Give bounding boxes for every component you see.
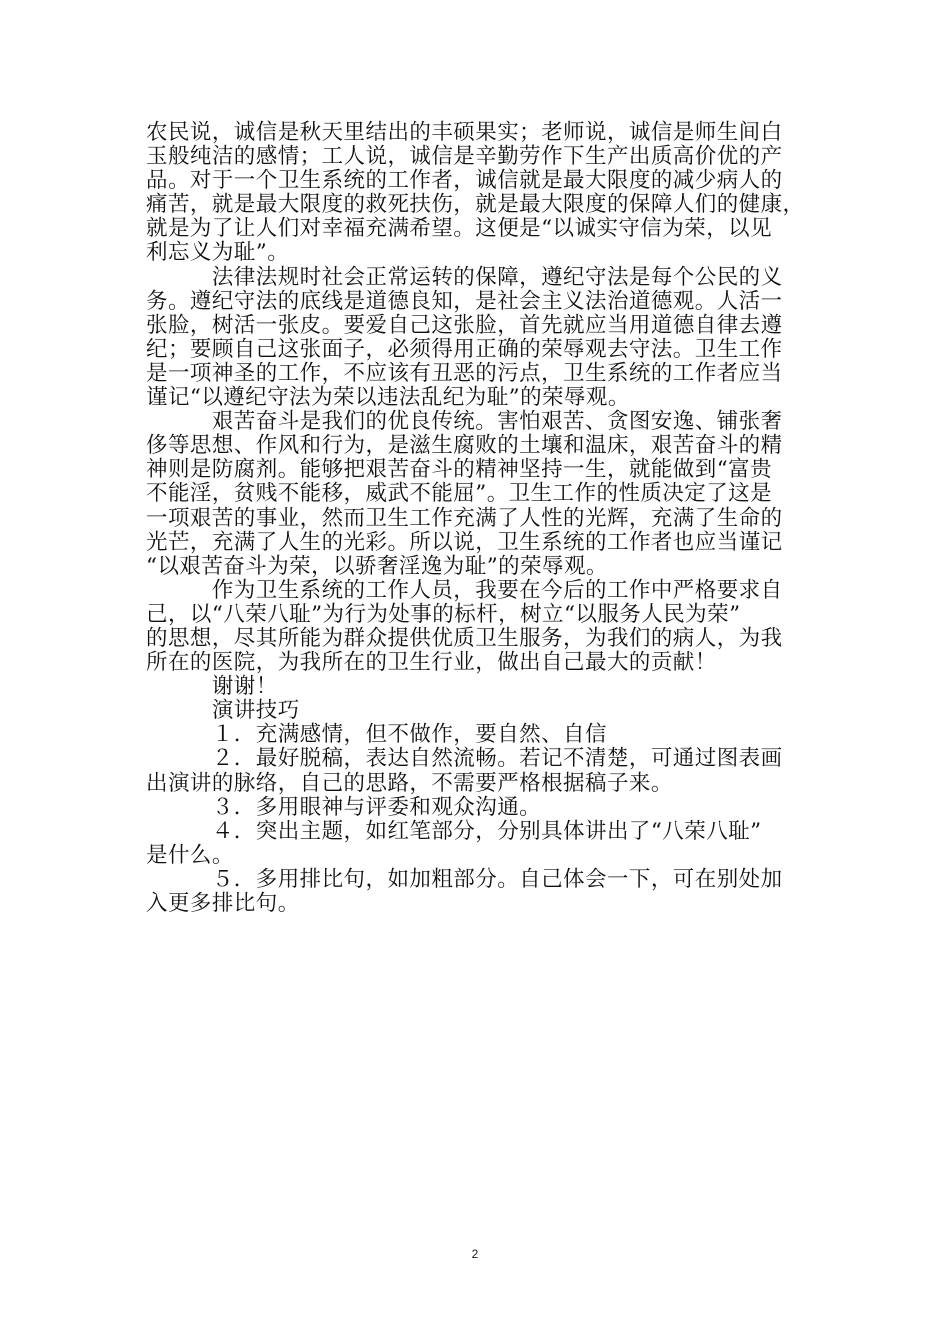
- text-line: 艰苦奋斗是我们的优良传统。害怕艰苦、贪图安逸、铺张奢: [146, 409, 783, 435]
- text-line: 一项艰苦的事业，然而卫生工作充满了人性的光辉，充满了生命的: [146, 505, 783, 531]
- text-line: 张脸，树活一张皮。要爱自己这张脸，首先就应当用道德自律去遵: [146, 312, 783, 338]
- text-line: 痛苦，就是最大限度的救死扶伤，就是最大限度的保障人们的健康，: [146, 192, 805, 218]
- text-line: 是一项神圣的工作，不应该有丑恶的污点，卫生系统的工作者应当: [146, 360, 783, 386]
- text-line: 入更多排比句。: [146, 891, 300, 916]
- text-line: １．充满感情，但不做作，要自然、自信: [146, 722, 607, 748]
- text-line: 利忘义为耻”。: [146, 240, 290, 266]
- text-line: ４．突出主题，如红笔部分，分别具体讲出了“八荣八耻”: [146, 818, 762, 844]
- text-line: 侈等思想、作风和行为，是滋生腐败的土壤和温床，艰苦奋斗的精: [146, 433, 783, 459]
- text-line: “以艰苦奋斗为荣，以骄奢淫逸为耻”的荣辱观。: [146, 553, 608, 579]
- page-number: 2: [471, 1247, 479, 1261]
- text-line: 出演讲的脉络，自己的思路，不需要严格根据稿子来。: [146, 770, 673, 796]
- text-line: 演讲技巧: [146, 698, 300, 724]
- text-line: 务。遵纪守法的底线是道德良知，是社会主义法治道德观。人活一: [146, 288, 783, 314]
- text-line: 的思想，尽其所能为群众提供优质卫生服务，为我们的病人，为我: [146, 625, 783, 651]
- text-line: 法律法规时社会正常运转的保障，遵纪守法是每个公民的义: [146, 264, 783, 290]
- text-line: 是什么。: [146, 842, 234, 868]
- text-line: 所在的医院，为我所在的卫生行业，做出自己最大的贡献！: [146, 650, 717, 676]
- text-line: 己，以“八荣八耻”为行为处事的标杆，树立“以服务人民为荣”: [146, 601, 741, 627]
- text-line: 玉般纯洁的感情；工人说，诚信是辛勤劳作下生产出质高价优的产: [146, 144, 783, 170]
- document-body: [146, 121, 810, 916]
- text-line: 谢谢！: [146, 674, 278, 700]
- text-line: ５．多用排比句，如加粗部分。自己体会一下，可在别处加: [146, 866, 783, 892]
- text-line: 神则是防腐剂。能够把艰苦奋斗的精神坚持一生，就能做到“富贵: [146, 457, 773, 483]
- text-line: 谨记“以遵纪守法为荣以违法乱纪为耻”的荣辱观。: [146, 385, 630, 411]
- text-line: 光芒，充满了人生的光彩。所以说，卫生系统的工作者也应当谨记: [146, 529, 783, 555]
- text-line: 作为卫生系统的工作人员，我要在今后的工作中严格要求自: [146, 577, 783, 603]
- text-line: 农民说，诚信是秋天里结出的丰硕果实；老师说，诚信是师生间白: [146, 120, 783, 145]
- text-line: ３．多用眼神与评委和观众沟通。: [146, 794, 542, 820]
- text-line: 不能淫，贫贱不能移，威武不能屈”。卫生工作的性质决定了这是: [146, 481, 773, 507]
- text-line: 就是为了让人们对幸福充满希望。这便是“以诚实守信为荣，以见: [146, 216, 773, 242]
- text-line: ２．最好脱稿，表达自然流畅。若记不清楚，可通过图表画: [146, 746, 783, 772]
- text-line: 品。对于一个卫生系统的工作者，诚信就是最大限度的减少病人的: [146, 168, 783, 194]
- text-line: 纪；要顾自己这张面子，必须得用正确的荣辱观去守法。卫生工作: [146, 336, 783, 362]
